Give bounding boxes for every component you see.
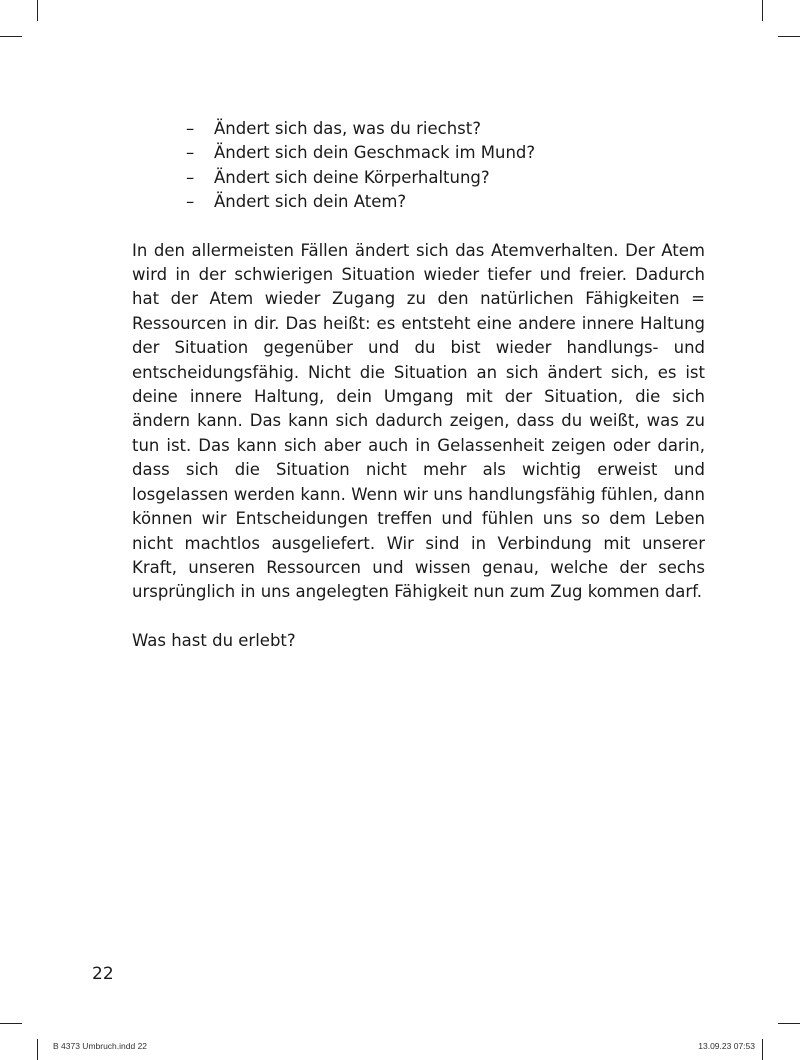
slug-filename: B 4373 Umbruch.indd 22 bbox=[53, 1041, 148, 1051]
list-item-text: Ändert sich dein Atem? bbox=[214, 192, 407, 212]
list-item-text: Ändert sich deine Körperhaltung? bbox=[214, 167, 490, 187]
list-item bbox=[132, 117, 705, 141]
dash-marker: – bbox=[186, 167, 195, 187]
closing-question: Was hast du erlebt? bbox=[132, 630, 296, 650]
dash-marker: – bbox=[186, 119, 195, 138]
list-item-text: Ändert sich das, was du riechst? bbox=[214, 119, 481, 138]
page-body bbox=[132, 117, 705, 653]
question-list bbox=[132, 117, 705, 215]
crop-mark-top-right-vertical bbox=[762, 0, 763, 21]
crop-mark-bottom-right-horizontal bbox=[778, 1023, 800, 1024]
body-paragraph: In den allermeisten Fällen ändert sich das Atemverhalten. Der Atem wird in der schwierigen Situation wieder tiefer und freier. Dadurch hat der Atem wieder Zugang zu den natürlichen Fähigkeiten = Ressourcen in dir. Das heißt: es entsteht eine andere innere Haltung der Situation gegenüber und du bist wieder handlungs- und entscheidungsfähig. Nicht die Situation an sich ändert sich, es ist deine innere Haltung, dein Umgang mit der Situation, die sich ändern kann. Das kann sich dadurch zeigen, dass du weißt, was zu tun ist. Das kann sich aber auch in Gelassenheit zeigen oder darin, dass sich die Situation nicht mehr als wichtig erweist und losgelassen werden kann. Wenn wir uns handlungsfähig fühlen, dann können wir Entscheidungen treffen und fühlen uns so dem Leben nicht machtlos ausgeliefert. Wir sind in Verbindung mit unserer Kraft, unseren Ressourcen und wissen genau, welche der sechs ursprünglich in uns angelegten Fähigkeit nun zum Zug kommen darf. bbox=[132, 240, 705, 602]
crop-mark-bottom-left-vertical bbox=[37, 1039, 38, 1060]
list-item-text: Ändert sich dein Geschmack im Mund? bbox=[214, 143, 536, 163]
crop-mark-top-left-horizontal bbox=[0, 36, 22, 37]
list-item bbox=[132, 190, 705, 214]
crop-mark-bottom-left-horizontal bbox=[0, 1023, 22, 1024]
list-item bbox=[132, 166, 705, 190]
slug-datetime: 13.09.23 07:53 bbox=[698, 1041, 755, 1051]
crop-mark-top-left-vertical bbox=[37, 0, 38, 21]
list-item bbox=[132, 141, 705, 165]
crop-mark-bottom-right-vertical bbox=[762, 1039, 763, 1060]
dash-marker: – bbox=[186, 143, 195, 163]
crop-mark-top-right-horizontal bbox=[778, 36, 800, 37]
dash-marker: – bbox=[186, 192, 195, 212]
page-number: 22 bbox=[92, 964, 114, 984]
